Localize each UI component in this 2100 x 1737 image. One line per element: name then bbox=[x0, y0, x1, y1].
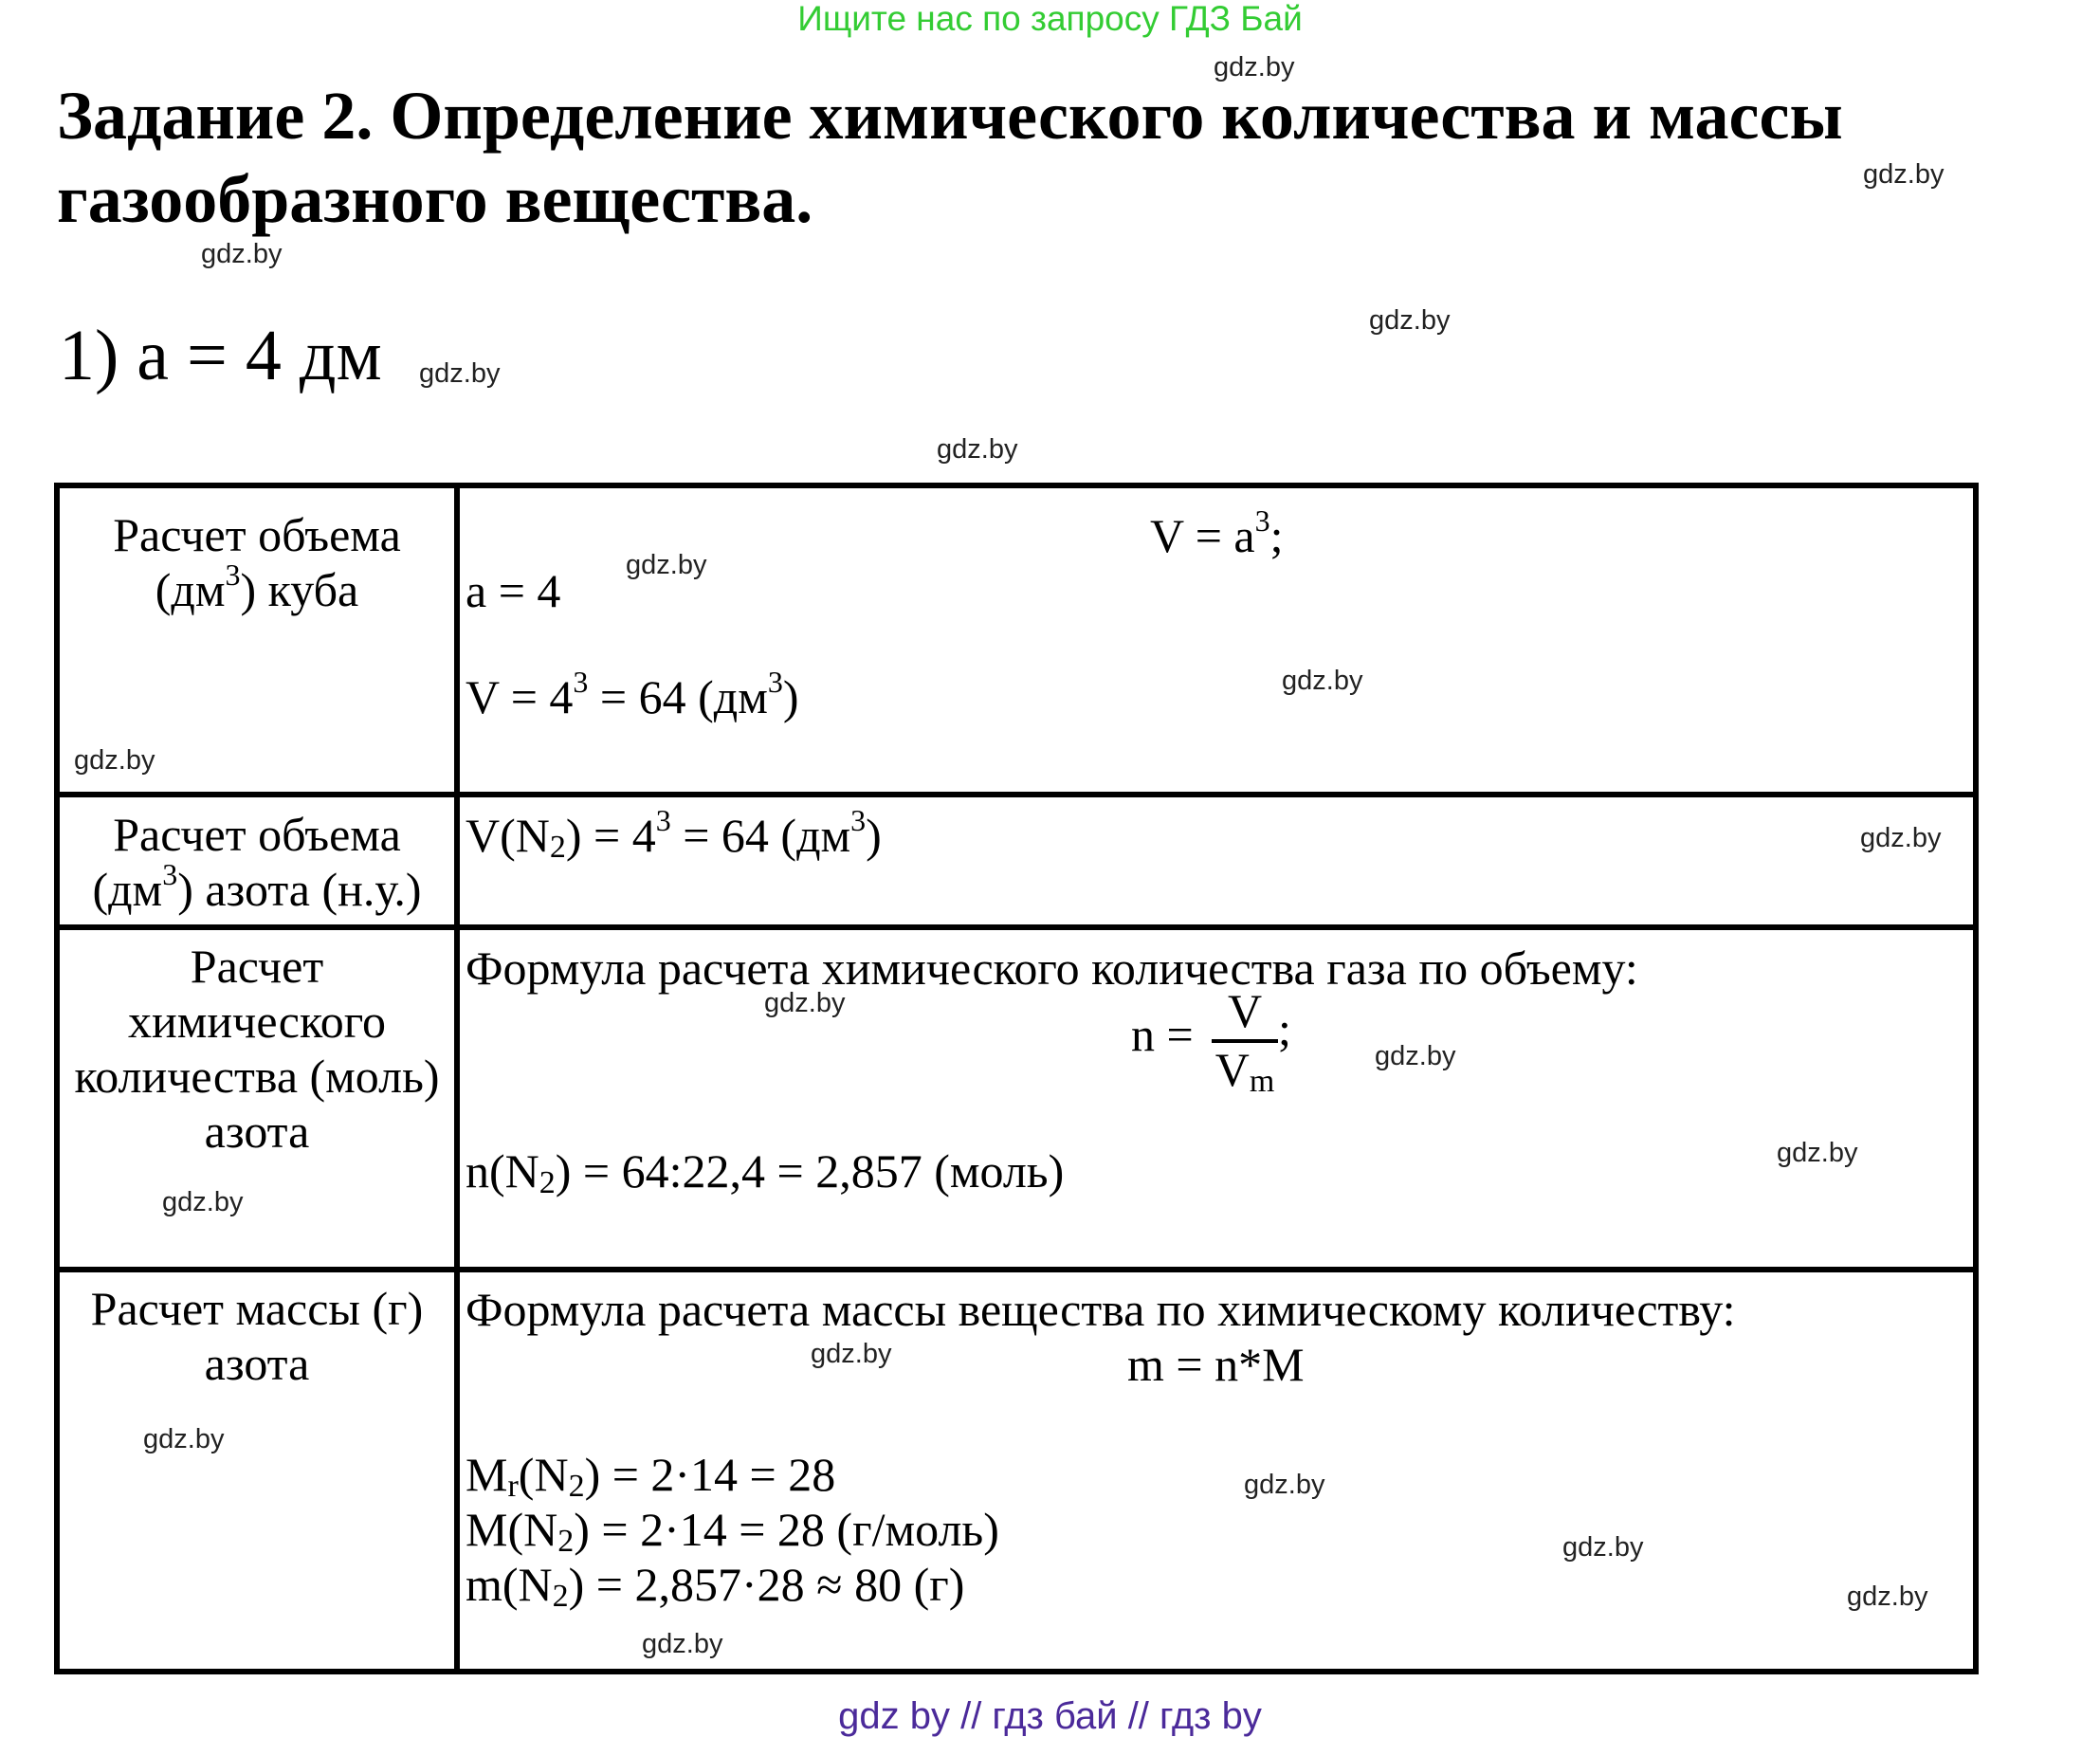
row4-molar-mass: $M(N_2) = 2\cdot 14 = 28$ (г/моль) bbox=[466, 1503, 999, 1559]
watermark: gdz.by bbox=[642, 1629, 723, 1659]
row1-result: $V = 4^3 = 64$ $(дм^3)$ bbox=[466, 665, 799, 723]
row4-formula: m = n*M bbox=[1127, 1338, 1305, 1391]
watermark: gdz.by bbox=[162, 1187, 244, 1217]
watermark: gdz.by bbox=[1860, 823, 1942, 853]
watermark: gdz.by bbox=[1562, 1532, 1644, 1563]
row2-result: $V(N_2) = 4^3 = 64$ $(дм^3)$ bbox=[466, 803, 882, 865]
row-divider-2 bbox=[60, 924, 1973, 930]
row4-label-line1: Расчет массы (г) bbox=[90, 1282, 424, 1335]
row1-given: a = 4 bbox=[466, 564, 561, 617]
watermark: gdz.by bbox=[419, 358, 501, 389]
row3-formula-lhs: n = bbox=[1131, 1008, 1194, 1061]
watermark: gdz.by bbox=[1214, 52, 1295, 82]
row1-label-line2: $(дм^3)$ куба bbox=[155, 558, 359, 616]
watermark: gdz.by bbox=[1369, 305, 1451, 336]
watermark: gdz.by bbox=[1777, 1138, 1858, 1168]
row1-label bbox=[60, 507, 454, 617]
row4-label bbox=[60, 1281, 454, 1391]
watermark: gdz.by bbox=[811, 1339, 892, 1369]
given-edge-length: 1) a = 4 дм bbox=[59, 316, 382, 395]
row-divider-1 bbox=[60, 792, 1973, 797]
row2-label bbox=[60, 807, 454, 917]
watermark: gdz.by bbox=[937, 434, 1018, 465]
watermark: gdz.by bbox=[1863, 159, 1945, 190]
watermark: gdz.by bbox=[201, 239, 283, 269]
watermark: gdz.by bbox=[1282, 666, 1363, 696]
watermark: gdz.by bbox=[764, 988, 846, 1018]
row-divider-3 bbox=[60, 1267, 1973, 1272]
watermark: gdz.by bbox=[1375, 1041, 1456, 1071]
row3-formula-fraction bbox=[1212, 984, 1278, 1099]
fraction-numerator: V bbox=[1227, 984, 1263, 1037]
row3-formula-end: ; bbox=[1278, 1002, 1291, 1055]
row3-label-line4: азота bbox=[204, 1105, 310, 1158]
watermark: gdz.by bbox=[143, 1424, 225, 1454]
row1-formula: $V = a^3$; bbox=[1150, 503, 1284, 562]
search-banner: Ищите нас по запросу ГДЗ Бай bbox=[797, 0, 1303, 38]
watermark: gdz.by bbox=[1847, 1582, 1928, 1612]
task-title: Задание 2. Определение химического количества и массы газообразного вещества. bbox=[57, 78, 1843, 237]
row3-label-line1: Расчет bbox=[190, 940, 324, 993]
row3-label-line3: количества (моль) bbox=[74, 1050, 440, 1103]
column-divider bbox=[454, 488, 460, 1669]
row3-result: $n(N_2)$ = 64:22,4 = 2,857 (моль) bbox=[466, 1144, 1065, 1200]
row2-label-line1: Расчет объема bbox=[113, 808, 401, 861]
row4-label-line2: азота bbox=[204, 1337, 310, 1390]
watermark: gdz.by bbox=[1244, 1470, 1325, 1500]
fraction-denominator: $V_m$ bbox=[1214, 1043, 1275, 1099]
row4-molar-relative: $M_r(N_2) = 2\cdot 14 = 28$ bbox=[466, 1448, 836, 1504]
watermark: gdz.by bbox=[626, 550, 707, 580]
solution-table bbox=[54, 483, 1979, 1674]
watermark: gdz.by bbox=[74, 745, 155, 776]
row4-heading: Формула расчета массы вещества по химическому количеству: bbox=[466, 1283, 1736, 1336]
row4-mass-result: $m(N_2) = 2,857\cdot 28 \approx 80$ (г) bbox=[466, 1558, 965, 1614]
row1-label-line1: Расчет объема bbox=[113, 508, 401, 561]
row3-heading: Формула расчета химического количества газа по объему: bbox=[466, 942, 1638, 995]
row3-label-line2: химического bbox=[128, 995, 386, 1048]
row3-label bbox=[60, 939, 454, 1159]
row2-label-line2: $(дм^3)$ азота (н.у.) bbox=[92, 857, 422, 916]
footer-links: gdz by // гдз бай // гдз by bbox=[838, 1695, 1262, 1737]
